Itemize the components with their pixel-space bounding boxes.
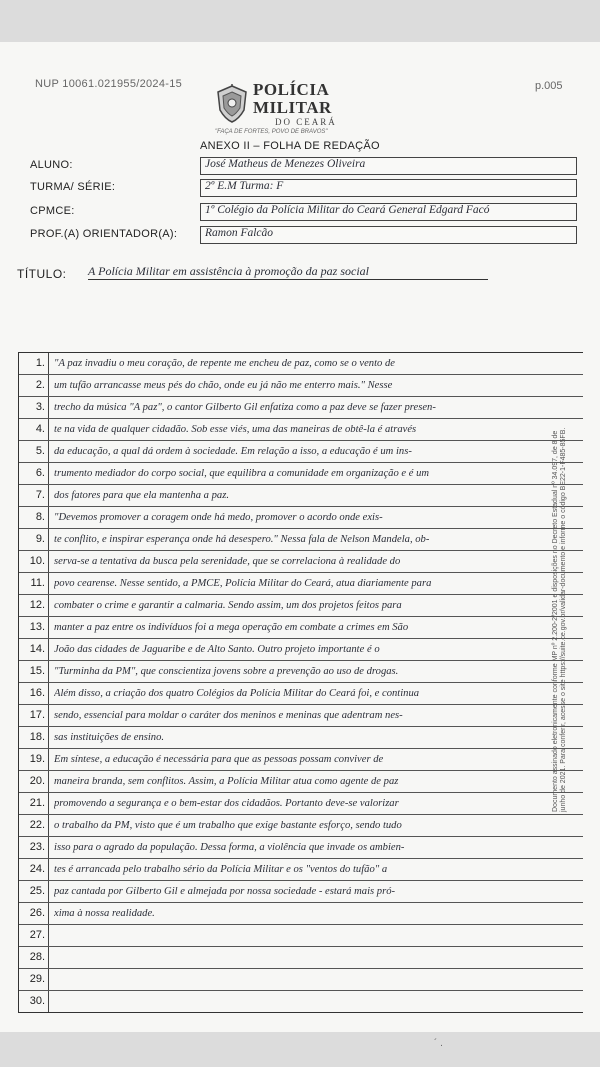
titulo-label: TÍTULO:	[17, 267, 67, 281]
line-text: "Devemos promover a coragem onde há medo, promover o acordo onde exis-	[54, 512, 383, 523]
essay-line	[19, 705, 583, 727]
essay-line	[19, 771, 583, 793]
essay-line	[19, 925, 583, 947]
essay-line	[19, 727, 583, 749]
essay-line	[19, 419, 583, 441]
essay-line	[19, 749, 583, 771]
essay-line	[19, 991, 583, 1012]
essay-line	[19, 815, 583, 837]
signature-note-line-1: Documento assinado eletronicamente conforme MP nº 2.200-2/2001 e disposições no Decreto Estadual nº 34.097, de 8 de	[552, 430, 559, 812]
line-number: 21.	[19, 793, 49, 814]
brand-line-2: MILITAR	[253, 98, 332, 117]
line-text: te na vida de qualquer cidadão. Sob esse viés, uma das maneiras de obtê-la é através	[54, 424, 417, 435]
line-number: 30.	[19, 991, 49, 1012]
cpmce-label: CPMCE:	[30, 205, 75, 217]
line-text: João das cidades de Jaguaribe e de Alto Santo. Outro projeto importante é o	[54, 644, 380, 655]
crest-icon	[215, 84, 249, 124]
essay-line	[19, 551, 583, 573]
line-number: 22.	[19, 815, 49, 836]
line-text: paz cantada por Gilberto Gil e almejada por nossa sociedade - estará mais pró-	[54, 886, 396, 897]
essay-line	[19, 837, 583, 859]
line-number: 19.	[19, 749, 49, 770]
aluno-label: ALUNO:	[30, 159, 73, 171]
line-number: 8.	[19, 507, 49, 528]
essay-line	[19, 793, 583, 815]
line-text	[54, 925, 579, 946]
essay-line	[19, 947, 583, 969]
line-number: 3.	[19, 397, 49, 418]
line-number: 11.	[19, 573, 49, 594]
line-number: 7.	[19, 485, 49, 506]
prof-label: PROF.(A) ORIENTADOR(A):	[30, 228, 178, 240]
line-text: tes é arrancada pelo trabalho sério da Polícia Militar e os "ventos do tufão" a	[54, 864, 388, 875]
line-text: "Turminha da PM", que conscientiza jovens sobre a prevenção ao uso de drogas.	[54, 666, 399, 677]
line-text: combater o crime e garantir a calmaria. Sendo assim, um dos projetos feitos para	[54, 600, 402, 611]
line-text: isso para o agrado da população. Dessa forma, a violência que invade os ambien-	[54, 842, 405, 853]
essay-line	[19, 683, 583, 705]
essay-line	[19, 441, 583, 463]
line-number: 28.	[19, 947, 49, 968]
line-number: 27.	[19, 925, 49, 946]
essay-line	[19, 353, 583, 375]
turma-value: 2º E.M Turma: F	[205, 180, 284, 192]
essay-line	[19, 859, 583, 881]
line-text: Além disso, a criação dos quatro Colégios da Polícia Militar do Ceará foi, e continua	[54, 688, 420, 699]
line-number: 16.	[19, 683, 49, 704]
cpmce-value: 1º Colégio da Polícia Militar do Ceará General Edgard Facó	[205, 204, 490, 216]
line-number: 4.	[19, 419, 49, 440]
line-number: 5.	[19, 441, 49, 462]
brand-line-3: DO CEARÁ	[275, 117, 337, 127]
line-text: trecho da música "A paz", o cantor Gilberto Gil enfatiza como a paz deve se fazer presen-	[54, 402, 436, 413]
line-number: 18.	[19, 727, 49, 748]
line-text: xima à nossa realidade.	[54, 908, 155, 919]
line-number: 12.	[19, 595, 49, 616]
essay-line	[19, 903, 583, 925]
turma-field	[200, 179, 577, 197]
signature-note	[552, 428, 568, 812]
prof-field	[200, 226, 577, 244]
line-number: 9.	[19, 529, 49, 550]
essay-line	[19, 485, 583, 507]
line-number: 15.	[19, 661, 49, 682]
line-number: 29.	[19, 969, 49, 990]
line-text: um tufão arrancasse meus pés do chão, onde eu já não me enterro mais." Nesse	[54, 380, 393, 391]
line-text: maneira branda, sem conflitos. Assim, a Polícia Militar atua como agente de paz	[54, 776, 399, 787]
line-text: sas instituições de ensino.	[54, 732, 165, 743]
line-number: 14.	[19, 639, 49, 660]
brand-line-1: POLÍCIA	[253, 80, 330, 99]
turma-label: TURMA/ SÉRIE:	[30, 181, 116, 193]
scan-mark: ´ .	[434, 1038, 443, 1049]
brand-motto: "FAÇA DE FORTES, POVO DE BRAVOS"	[215, 129, 328, 135]
document-page	[0, 42, 600, 1049]
essay-line	[19, 881, 583, 903]
pmce-logo	[215, 80, 375, 144]
nup-number: NUP 10061.021955/2024-15	[35, 78, 183, 90]
page-number: p.005	[535, 80, 563, 92]
aluno-value: José Matheus de Menezes Oliveira	[205, 158, 366, 170]
line-text: trumento mediador do corpo social, que equilibra a comunidade em organização e é um	[54, 468, 430, 479]
essay-line	[19, 375, 583, 397]
signature-note-line-2: junho de 2021. Para conferir, acesse o site https://suite.ce.gov.br/validar-documento e informe o código BE22-1-F485-85FB.	[560, 427, 567, 812]
line-text	[54, 969, 579, 990]
essay-line	[19, 639, 583, 661]
line-text: Em síntese, a educação é necessária para que as pessoas possam conviver de	[54, 754, 384, 765]
line-number: 2.	[19, 375, 49, 396]
line-number: 17.	[19, 705, 49, 726]
essay-line	[19, 573, 583, 595]
line-text	[54, 947, 579, 968]
line-text: promovendo a segurança e o bem-estar dos cidadãos. Portanto deve-se valorizar	[54, 798, 399, 809]
line-text: sendo, essencial para moldar o caráter dos meninos e meninas que adentram nes-	[54, 710, 403, 721]
essay-line	[19, 397, 583, 419]
essay-line	[19, 507, 583, 529]
line-text	[54, 991, 579, 1012]
line-text: "A paz invadiu o meu coração, de repente me encheu de paz, como se o vento de	[54, 358, 395, 369]
line-text: te conflito, e inspirar esperança onde há desespero." Nessa fala de Nelson Mandela, ob-	[54, 534, 430, 545]
line-number: 23.	[19, 837, 49, 858]
line-number: 10.	[19, 551, 49, 572]
aluno-field	[200, 157, 577, 175]
line-number: 26.	[19, 903, 49, 924]
essay-line	[19, 969, 583, 991]
line-number: 25.	[19, 881, 49, 902]
essay-line	[19, 529, 583, 551]
essay-line	[19, 617, 583, 639]
line-number: 20.	[19, 771, 49, 792]
line-text: o trabalho da PM, visto que é um trabalho que exige bastante esforço, sendo tudo	[54, 820, 402, 831]
line-text: povo cearense. Nesse sentido, a PMCE, Polícia Militar do Ceará, atua diariamente para	[54, 578, 432, 589]
line-number: 1.	[19, 353, 49, 374]
line-number: 13.	[19, 617, 49, 638]
prof-value: Ramon Falcão	[205, 227, 274, 239]
essay-line	[19, 463, 583, 485]
titulo-value: A Polícia Militar em assistência à promoção da paz social	[88, 264, 488, 280]
line-number: 24.	[19, 859, 49, 880]
line-text: dos fatores para que ela mantenha a paz.	[54, 490, 229, 501]
essay-lines	[18, 352, 583, 1013]
line-text: serva-se a tentativa da busca pela serenidade, que se correlaciona à realidade do	[54, 556, 401, 567]
essay-line	[19, 595, 583, 617]
cpmce-field	[200, 203, 577, 221]
line-number: 6.	[19, 463, 49, 484]
line-text: da educação, a qual dá ordem à sociedade. Em relação a isso, a educação é um ins-	[54, 446, 412, 457]
annex-title: ANEXO II – FOLHA DE REDAÇÃO	[200, 140, 380, 152]
line-text: manter a paz entre os indivíduos foi a mega operação em combate a crimes em São	[54, 622, 409, 633]
essay-line	[19, 661, 583, 683]
